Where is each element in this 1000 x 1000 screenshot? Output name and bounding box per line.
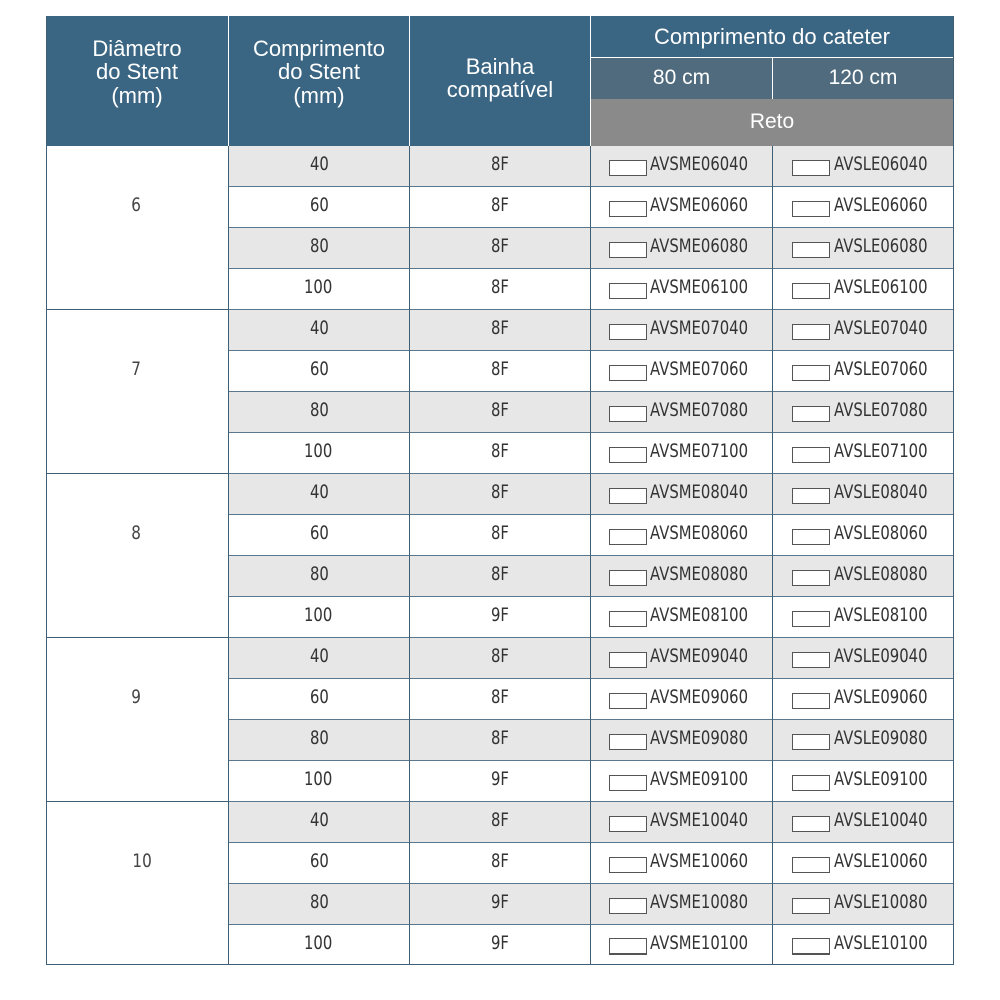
stent-diameter-value: 9 [131,686,141,708]
sheath-value: 9F [491,768,509,790]
product-code-120cm: AVSLE10040 [834,809,928,831]
product-code-120cm: AVSLE10100 [834,932,928,954]
product-code-80cm: AVSME10100 [650,932,749,954]
select-120cm-checkbox[interactable] [792,734,830,750]
select-80cm-checkbox[interactable] [609,242,647,258]
product-code-120cm: AVSLE06040 [834,153,928,175]
sheath-value: 8F [491,522,509,544]
select-80cm-checkbox[interactable] [609,938,647,954]
product-code-80cm: AVSME06080 [650,235,749,257]
header-120cm: 120 cm [773,58,953,99]
select-120cm-checkbox[interactable] [792,529,830,545]
sheath-value: 9F [491,891,509,913]
sheath-value: 8F [491,440,509,462]
stent-diameter-value: 8 [131,522,141,544]
header-reto: Reto [591,99,953,146]
product-code-80cm: AVSME09100 [650,768,749,790]
stent-length-value: 100 [304,440,333,462]
select-80cm-checkbox[interactable] [609,283,647,299]
select-120cm-checkbox[interactable] [792,365,830,381]
select-80cm-checkbox[interactable] [609,898,647,914]
stent-length-value: 40 [310,153,329,175]
product-code-80cm: AVSME07040 [650,317,749,339]
select-80cm-checkbox[interactable] [609,447,647,463]
stent-length-value: 60 [310,522,329,544]
product-code-80cm: AVSME09080 [650,727,749,749]
select-120cm-checkbox[interactable] [792,857,830,873]
product-code-80cm: AVSME07080 [650,399,749,421]
stent-diameter-value: 10 [132,850,152,872]
select-80cm-checkbox[interactable] [609,652,647,668]
product-code-80cm: AVSME10040 [650,809,749,831]
stent-length-value: 80 [310,563,329,585]
sheath-value: 8F [491,481,509,503]
stent-length-value: 60 [310,850,329,872]
stent-length-value: 100 [304,276,333,298]
header-length: Comprimento do Stent (mm) [229,16,409,146]
sheath-value: 8F [491,686,509,708]
product-code-80cm: AVSME07060 [650,358,749,380]
select-120cm-checkbox[interactable] [792,201,830,217]
column-divider [46,16,47,964]
select-120cm-checkbox[interactable] [792,283,830,299]
sheath-value: 8F [491,809,509,831]
stent-length-value: 40 [310,317,329,339]
product-code-120cm: AVSLE10060 [834,850,928,872]
stent-length-value: 40 [310,481,329,503]
product-code-120cm: AVSLE08080 [834,563,928,585]
column-divider [953,16,954,964]
product-code-120cm: AVSLE09080 [834,727,928,749]
sheath-value: 8F [491,235,509,257]
select-120cm-checkbox[interactable] [792,611,830,627]
select-80cm-checkbox[interactable] [609,160,647,176]
stent-length-value: 60 [310,358,329,380]
stent-length-value: 40 [310,645,329,667]
select-120cm-checkbox[interactable] [792,242,830,258]
product-code-80cm: AVSME08060 [650,522,749,544]
product-code-120cm: AVSLE06060 [834,194,928,216]
product-code-80cm: AVSME09040 [650,645,749,667]
stent-length-value: 80 [310,891,329,913]
select-80cm-checkbox[interactable] [609,488,647,504]
group-divider [46,309,228,310]
sheath-value: 9F [491,932,509,954]
product-code-120cm: AVSLE09040 [834,645,928,667]
sheath-value: 9F [491,604,509,626]
select-80cm-checkbox[interactable] [609,611,647,627]
select-80cm-checkbox[interactable] [609,570,647,586]
product-code-120cm: AVSLE07060 [834,358,928,380]
column-divider [228,146,229,964]
stent-length-value: 100 [304,768,333,790]
sheath-value: 8F [491,727,509,749]
stent-length-value: 80 [310,727,329,749]
select-80cm-checkbox[interactable] [609,734,647,750]
stent-length-value: 100 [304,932,333,954]
stent-length-value: 80 [310,235,329,257]
select-120cm-checkbox[interactable] [792,488,830,504]
product-code-120cm: AVSLE10080 [834,891,928,913]
sheath-value: 8F [491,399,509,421]
product-code-80cm: AVSME06100 [650,276,749,298]
product-code-120cm: AVSLE08100 [834,604,928,626]
select-80cm-checkbox[interactable] [609,529,647,545]
product-code-120cm: AVSLE09100 [834,768,928,790]
select-80cm-checkbox[interactable] [609,693,647,709]
product-code-80cm: AVSME08040 [650,481,749,503]
group-divider [46,801,228,802]
sheath-value: 8F [491,850,509,872]
group-divider [46,473,228,474]
product-code-80cm: AVSME10080 [650,891,749,913]
sheath-value: 8F [491,563,509,585]
sheath-value: 8F [491,645,509,667]
select-80cm-checkbox[interactable] [609,324,647,340]
product-code-80cm: AVSME06060 [650,194,749,216]
stent-length-value: 80 [310,399,329,421]
stent-diameter-value: 7 [131,358,141,380]
product-code-80cm: AVSME08080 [650,563,749,585]
header-sheath: Bainha compatível [410,16,590,146]
product-code-120cm: AVSLE07080 [834,399,928,421]
product-code-120cm: AVSLE08060 [834,522,928,544]
select-120cm-checkbox[interactable] [792,652,830,668]
table-bottom-border [46,964,954,965]
select-80cm-checkbox[interactable] [609,406,647,422]
sheath-value: 8F [491,276,509,298]
column-divider [409,146,410,964]
product-code-120cm: AVSLE06080 [834,235,928,257]
stent-length-value: 60 [310,194,329,216]
product-code-80cm: AVSME10060 [650,850,749,872]
header-diameter: Diâmetro do Stent (mm) [46,16,228,146]
select-120cm-checkbox[interactable] [792,816,830,832]
stent-length-value: 60 [310,686,329,708]
select-80cm-checkbox[interactable] [609,775,647,791]
select-80cm-checkbox[interactable] [609,365,647,381]
select-120cm-checkbox[interactable] [792,898,830,914]
stent-length-value: 40 [310,809,329,831]
sheath-value: 8F [491,358,509,380]
product-code-120cm: AVSLE08040 [834,481,928,503]
sheath-value: 8F [491,153,509,175]
select-120cm-checkbox[interactable] [792,324,830,340]
column-divider [590,146,591,964]
select-120cm-checkbox[interactable] [792,160,830,176]
group-divider [46,637,228,638]
product-code-120cm: AVSLE06100 [834,276,928,298]
stent-diameter-value: 6 [131,194,141,216]
select-120cm-checkbox[interactable] [792,693,830,709]
select-120cm-checkbox[interactable] [792,447,830,463]
select-80cm-checkbox[interactable] [609,816,647,832]
product-code-120cm: AVSLE09060 [834,686,928,708]
select-120cm-checkbox[interactable] [792,775,830,791]
product-code-120cm: AVSLE07100 [834,440,928,462]
select-120cm-checkbox[interactable] [792,406,830,422]
product-code-120cm: AVSLE07040 [834,317,928,339]
select-120cm-checkbox[interactable] [792,570,830,586]
sheath-value: 8F [491,317,509,339]
select-80cm-checkbox[interactable] [609,857,647,873]
header-80cm: 80 cm [591,58,772,99]
select-120cm-checkbox[interactable] [792,938,830,954]
product-code-80cm: AVSME06040 [650,153,749,175]
product-code-80cm: AVSME09060 [650,686,749,708]
product-code-80cm: AVSME07100 [650,440,749,462]
column-divider [772,146,773,964]
stent-length-value: 100 [304,604,333,626]
header-catheter-length: Comprimento do cateter [591,16,953,58]
select-80cm-checkbox[interactable] [609,201,647,217]
product-code-80cm: AVSME08100 [650,604,749,626]
sheath-value: 8F [491,194,509,216]
